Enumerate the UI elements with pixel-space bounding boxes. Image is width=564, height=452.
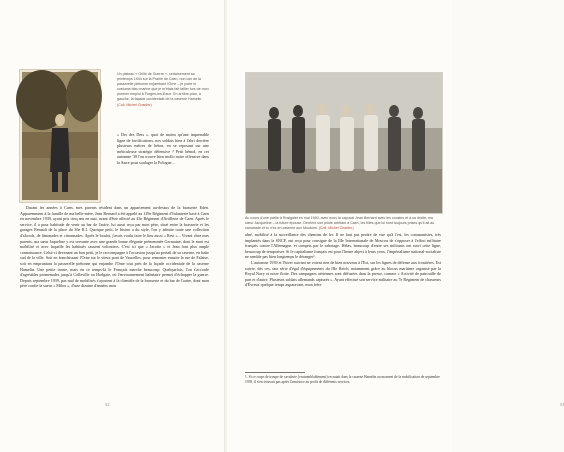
page-number: 53	[560, 402, 564, 407]
portrait-photo	[20, 70, 100, 202]
caption-credit: (Coll. Michel Chartier)	[318, 226, 354, 230]
caption-credit: (Coll. Michel Chartier)	[117, 102, 152, 107]
body-column-main	[20, 205, 209, 289]
right-page	[227, 0, 564, 452]
caption-text: Au cours d'une partie à Rosigalet en mai 1940, avec nous la capucal Jean Bernard avec les cousins et à sa droite, ma sœur Jacqueline – la future épouse. Derrière son pilote arrêtant à Caen, les filles que lui sont toujours prises qu'il ait au camarade et tu n'es en caserne aux Moutons.	[245, 216, 435, 230]
footnote: 1. Si ce corps de troupe de cavalerie (vraisemblablement) recrutait dans la caserne Hamelin au moment de la mobilisation de septembre 1939, il n'en trouvait pas après l'armistice au profit de différents services.	[245, 375, 440, 384]
paragraph: L'automne 1939 et l'hiver suivant ne voient rien de bien nouveau à l'Est, sur les lignes de défense aux frontières. Est suivie, dès ces, une série d'égal d'équipements du IIIe Reich, notamment grâce au blocus maritime organisé par la Royal Navy et notre flotte. Des campagnes aériennes sont diffusées dans la presse, comme « Activité de patrouille de part et d'autre. Plusieurs soldats allemands capturés ». Ayant effectué son service militaire au 7e Régiment de chasseurs d'Évreux quelque temps auparavant, mon frère	[245, 259, 441, 288]
left-page	[0, 0, 225, 452]
group-photo	[245, 72, 443, 214]
caption-text: Un plateau « Grillé de Guerre », certainement au printemps 1944 sur la Prairie de Caen, non loin de la passerelle piétonne enjambant l'Orne – je porte le costume bleu marine que je m'étais fait tailler lors de mon premier emploi à Forges-les-Eaux. En arrière-plan, à gauche, la façade occidentale de la caserne Hamelin.	[117, 72, 209, 102]
paragraph: « Der des Ders », quoi de moins qu'une imprenable ligne de fortifications, nos soldats bien à l'abri derrière plusieurs mètres de béton, en se reposant sur une méticuleuse stratégie défensive ? Petit bémol, en cet automne '39 l'on trouve bien mollo notre offensive dans la Sarre pour soulager la Pologne…	[117, 132, 209, 165]
paragraph: aîné, mobilisé à la surveillance des chemins de fer. Il ne faut pas perdre de vue qu'à l'est, les communistes, très implantés dans la SNCF, ont reçu pour consigne de la IIIe Internationale de Moscou de s'opposer à l'effort militaire français contre l'Allemagne, et compris par le sabotage. Hélas, beaucoup d'entre ses militants ont suivi cette ligne, beaucoup de temporiser. Si le capitalisme français est pour l'heure abject à leurs yeux, l'impérialisme national-socialiste ne semble pas bien longtemps le déranger¹.	[245, 232, 441, 260]
body-column-top	[117, 132, 209, 166]
photo-caption	[117, 72, 209, 108]
body-column-main	[245, 232, 441, 288]
page-number: 52	[105, 402, 110, 407]
footnote-rule	[245, 372, 305, 373]
paragraph: Durant les années à Caen, mes parents résident dans un appartement au-dessus de la brasserie Eden. Apparemment à la famille de ma belle-mère, Jean Bernard a été appelé au 129e Régiment d'Infanterie basé à Caen en novembre 1939, ayant pris cinq ans en mai, avant d'être affecté au 43e Régiment d'Artillerie de Caen. Après le service, il a pour habitude de venir au bar de l'autre, lui aussi reçu par mon père, situé entre la brasserie et les garages Renault de la place du 36e R.I. Quoique petit, le bistrot a du style, l'on y admire toute une collection d'alcools, de limonades et citronnades. Après le boulot, j'avais voulu faire le lieu aussi « Rest »... Vivant chez mes parents, ma sœur Jaqueline y est servante avec une grande brune élégante prénommée Germaine, dont le mari est mobilisé et avec laquelle les habitués causent volontiers. C'est ici que « Jacotte » et Jean font plus ample connaissance. Celui-ci devenant un bon petit, je le raccompagne à l'occasion jusqu'au portail de sa caserne, en haïte sud de la ville. Soit en franchissant l'Orne sur le vieux pont de Vaucelles, pour remonter ensuite la rue de Falaise, soit en empruntant la passerelle piétonne qui enjambe l'Orne tout près de la façade occidentale de la caserne Hamelin. Une petite ironie, mais en ce temps-là le Français marche beaucoup. Quelquefois, l'on s'accorde d'agréables promenades jusqu'à Colleville ou Hodgate, où l'environnement balnéaire permet d'échapper la guerre. Depuis septembre 1939, pas mal de mobilisés s'ajoutent à la clientèle de la brasserie et du bar de l'autre, dont mon père confie la sueur « Milou », d'une dizaine d'années mon	[20, 205, 209, 289]
photo-caption	[245, 216, 441, 231]
